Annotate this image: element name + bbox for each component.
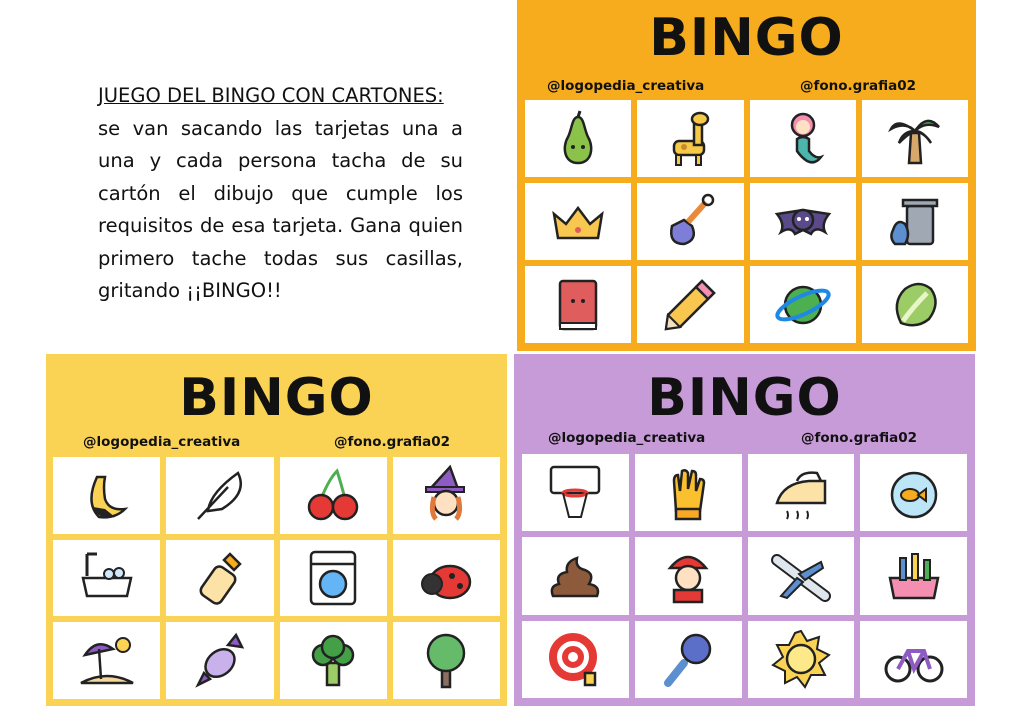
cell-glove[interactable] (635, 454, 742, 531)
planet-icon (771, 273, 835, 337)
card-grid (522, 454, 967, 698)
cell-fire-hose[interactable] (522, 621, 629, 698)
fire-hose-icon (543, 627, 607, 691)
bingo-card-orange (517, 0, 976, 351)
cell-feather[interactable] (166, 457, 273, 534)
cell-airplane[interactable] (748, 537, 855, 614)
giraffe-icon (658, 107, 722, 171)
cell-poop[interactable] (522, 537, 629, 614)
cell-shovel[interactable] (637, 183, 743, 260)
feather-icon (188, 463, 252, 527)
tree-icon (414, 629, 478, 693)
instructions-heading: JUEGO DEL BINGO CON CARTONES: (98, 84, 444, 107)
trash-can-icon (883, 190, 947, 254)
cell-broccoli[interactable] (280, 622, 387, 699)
basketball-hoop-icon (543, 461, 607, 525)
bicycle-icon (882, 627, 946, 691)
fishbowl-icon (882, 461, 946, 525)
cell-ladybug[interactable] (393, 540, 500, 617)
microphone-icon (656, 627, 720, 691)
witch-icon (414, 463, 478, 527)
broccoli-icon (301, 629, 365, 693)
cell-mermaid[interactable] (750, 100, 856, 177)
crown-icon (546, 190, 610, 254)
card-grid (525, 100, 968, 343)
ladybug-icon (414, 546, 478, 610)
cell-trash-can[interactable] (862, 183, 968, 260)
cell-washing-machine[interactable] (280, 540, 387, 617)
card-grid (53, 457, 500, 699)
cell-witch[interactable] (393, 457, 500, 534)
candy-icon (188, 629, 252, 693)
banana-icon (75, 463, 139, 527)
cell-baby-bottle[interactable] (166, 540, 273, 617)
pear-icon (546, 107, 610, 171)
cell-bicycle[interactable] (860, 621, 967, 698)
pencil-case-icon (882, 544, 946, 608)
card-title: BINGO (179, 368, 374, 428)
firefighter-icon (656, 544, 720, 608)
cherries-icon (301, 463, 365, 527)
glove-icon (656, 461, 720, 525)
washing-machine-icon (301, 546, 365, 610)
cell-tree[interactable] (393, 622, 500, 699)
sun-icon (769, 627, 833, 691)
cell-cherries[interactable] (280, 457, 387, 534)
handle-fonografia: @fono.grafia02 (334, 434, 450, 450)
instructions-text (98, 80, 463, 308)
cell-banana[interactable] (53, 457, 160, 534)
cell-sun[interactable] (748, 621, 855, 698)
instructions-body: se van sacando las tarjetas una a una y cada persona tacha de su cartón el dibujo que cumple los requisitos de esa tarjeta. Gana quien primero tache todas sus casillas, gritando ¡¡BINGO!! (98, 116, 463, 302)
cell-basketball-hoop[interactable] (522, 454, 629, 531)
cell-bat[interactable] (750, 183, 856, 260)
cell-pear[interactable] (525, 100, 631, 177)
iron-icon (769, 461, 833, 525)
handle-logopedia: @logopedia_creativa (547, 78, 705, 94)
pencil-icon (658, 273, 722, 337)
cell-pencil-case[interactable] (860, 537, 967, 614)
airplane-icon (769, 544, 833, 608)
handle-logopedia: @logopedia_creativa (548, 430, 706, 446)
cell-microphone[interactable] (635, 621, 742, 698)
cell-crown[interactable] (525, 183, 631, 260)
palm-tree-icon (883, 107, 947, 171)
cell-bathtub[interactable] (53, 540, 160, 617)
bingo-card-purple (514, 354, 975, 706)
cell-beach-umbrella[interactable] (53, 622, 160, 699)
bat-icon (771, 190, 835, 254)
lettuce-icon (883, 273, 947, 337)
book-icon (546, 273, 610, 337)
handle-logopedia: @logopedia_creativa (83, 434, 241, 450)
cell-palm-tree[interactable] (862, 100, 968, 177)
bathtub-icon (75, 546, 139, 610)
cell-iron[interactable] (748, 454, 855, 531)
cell-book[interactable] (525, 266, 631, 343)
mermaid-icon (771, 107, 835, 171)
cell-pencil[interactable] (637, 266, 743, 343)
cell-giraffe[interactable] (637, 100, 743, 177)
cell-firefighter[interactable] (635, 537, 742, 614)
cell-candy[interactable] (166, 622, 273, 699)
bingo-card-yellow (46, 354, 507, 706)
shovel-icon (658, 190, 722, 254)
cell-planet[interactable] (750, 266, 856, 343)
card-title: BINGO (649, 8, 844, 68)
handle-fonografia: @fono.grafia02 (800, 78, 916, 94)
cell-lettuce[interactable] (862, 266, 968, 343)
poop-icon (543, 544, 607, 608)
handle-fonografia: @fono.grafia02 (801, 430, 917, 446)
baby-bottle-icon (188, 546, 252, 610)
card-title: BINGO (647, 368, 842, 428)
cell-fishbowl[interactable] (860, 454, 967, 531)
beach-umbrella-icon (75, 629, 139, 693)
